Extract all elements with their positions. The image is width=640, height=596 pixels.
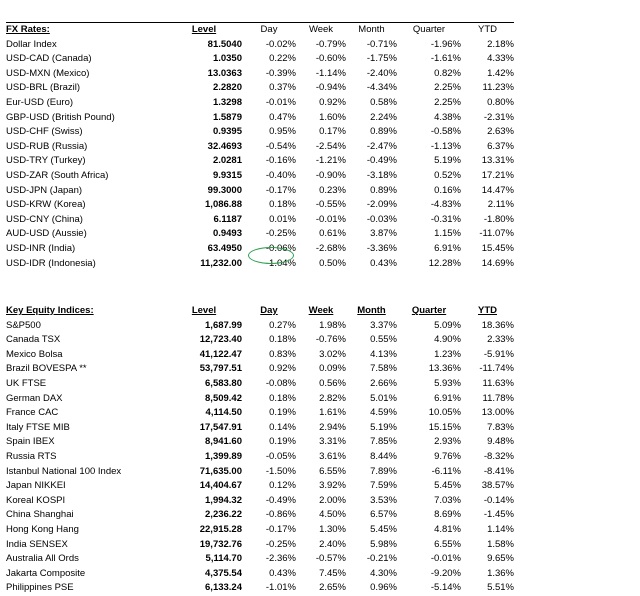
fx-ytd-cell: 11.23% [482,82,514,94]
fx-week-cell: 0.23% [319,184,346,196]
fx-quarter-cell: 0.82% [434,67,461,79]
equity-quarter-cell: 5.45% [434,480,461,492]
equity-row [6,508,514,523]
equity-row [6,421,514,436]
fx-ytd-cell: 14.47% [481,184,514,196]
fx-row [6,140,514,155]
fx-name-cell: USD-JPN (Japan) [6,184,83,196]
equity-name-cell: Philippines PSE [6,582,74,594]
equity-week-cell: 7.45% [319,567,346,579]
highlight-circle [248,247,294,264]
equity-level-cell: 8,941.60 [205,436,242,448]
equity-row [6,523,514,538]
fx-month-cell: -1.75% [366,53,397,65]
equity-month-cell: 7.58% [370,363,397,375]
fx-row [6,111,514,126]
equity-rows [6,319,514,596]
equity-month-cell: 0.55% [370,334,397,346]
fx-level-cell: 1.0350 [212,53,242,65]
equity-week-cell: 4.50% [319,509,346,521]
equity-ytd-header: YTD [478,305,497,316]
fx-name-cell: USD-KRW (Korea) [6,199,86,211]
fx-quarter-cell: 2.25% [434,96,461,108]
equity-day-cell: -0.86% [265,509,296,521]
fx-name-cell: USD-BRL (Brazil) [6,82,81,94]
equity-section-title: Key Equity Indices: [6,305,94,316]
fx-row [6,198,514,213]
equity-header-row [6,304,514,319]
fx-header-row [6,23,514,38]
fx-month-cell: -0.71% [366,38,397,50]
equity-month-cell: -0.21% [366,553,397,565]
fx-rates-table [6,22,514,271]
fx-name-cell: USD-TRY (Turkey) [6,155,86,167]
equity-week-cell: 2.65% [319,582,346,594]
equity-level-cell: 12,723.40 [199,334,242,346]
equity-day-cell: -0.05% [265,450,296,462]
fx-quarter-cell: 5.19% [434,155,461,167]
equity-day-cell: 0.18% [269,392,296,404]
fx-week-cell: -2.68% [315,242,346,254]
fx-week-cell: -0.94% [315,82,346,94]
fx-ytd-cell: 15.45% [481,242,514,254]
fx-level-cell: 1,086.88 [205,199,242,211]
equity-quarter-cell: 10.05% [428,407,461,419]
fx-day-cell: -0.02% [265,38,296,50]
fx-level-cell: 1.3298 [212,96,242,108]
fx-month-cell: -4.34% [366,82,397,94]
fx-ytd-cell: 2.63% [487,126,514,138]
equity-day-cell: 0.19% [269,407,296,419]
equity-name-cell: Mexico Bolsa [6,348,63,360]
equity-ytd-cell: 5.51% [487,582,514,594]
fx-row [6,96,514,111]
fx-ytd-cell: 0.80% [487,96,514,108]
equity-level-cell: 17,547.91 [199,421,242,433]
equity-month-cell: 7.85% [370,436,397,448]
equity-name-cell: Hong Kong Hang [6,523,79,535]
fx-row [6,52,514,67]
equity-month-cell: 0.96% [370,582,397,594]
fx-week-cell: 0.92% [319,96,346,108]
equity-row [6,465,514,480]
equity-week-cell: 3.02% [319,348,346,360]
equity-day-cell: 0.92% [269,363,296,375]
equity-month-header: Month [357,305,386,316]
equity-month-cell: 2.66% [370,377,397,389]
equity-week-cell: 2.00% [319,494,346,506]
equity-day-cell: -0.49% [265,494,296,506]
equity-quarter-cell: 2.93% [434,436,461,448]
equity-day-cell: 0.18% [269,334,296,346]
equity-level-cell: 22,915.28 [199,523,242,535]
equity-row [6,348,514,363]
fx-day-cell: -0.16% [265,155,296,167]
fx-month-cell: -0.49% [366,155,397,167]
equity-name-cell: German DAX [6,392,63,404]
fx-level-cell: 9.9315 [212,169,242,181]
equity-level-cell: 1,994.32 [205,494,242,506]
equity-indices-table [6,304,514,596]
equity-name-cell: Australia All Ords [6,553,79,565]
fx-month-header: Month [346,23,397,38]
equity-day-cell: 0.27% [269,319,296,331]
equity-ytd-cell: -0.14% [483,494,514,506]
fx-week-cell: -1.14% [315,67,346,79]
fx-week-cell: -0.79% [315,38,346,50]
fx-week-cell: -0.01% [315,213,346,225]
equity-level-header: Level [191,305,217,316]
equity-row [6,479,514,494]
equity-ytd-cell: 11.63% [482,377,514,389]
equity-level-cell: 14,404.67 [199,480,242,492]
fx-week-cell: 1.60% [319,111,346,123]
fx-week-cell: 0.50% [319,257,346,269]
equity-month-cell: 5.45% [370,523,397,535]
fx-quarter-cell: 2.25% [434,82,461,94]
fx-day-cell: 0.95% [269,126,296,138]
equity-name-cell: Spain IBEX [6,436,55,448]
equity-week-cell: 1.30% [319,523,346,535]
fx-row [6,38,514,53]
equity-week-cell: 3.92% [319,480,346,492]
equity-quarter-cell: -5.14% [430,582,461,594]
fx-quarter-header: Quarter [397,23,461,38]
fx-day-cell: -0.06% [265,242,296,254]
fx-ytd-header: YTD [461,23,514,38]
equity-quarter-cell: 9.76% [434,450,461,462]
equity-name-cell: Canada TSX [6,334,61,346]
fx-level-cell: 6.1187 [213,213,242,225]
equity-week-cell: 3.31% [319,436,346,448]
equity-quarter-cell: 4.90% [434,334,461,346]
fx-ytd-cell: 17.21% [481,169,514,181]
fx-month-cell: 3.87% [370,228,397,240]
equity-day-cell: 0.83% [269,348,296,360]
equity-level-cell: 1,399.89 [205,450,242,462]
equity-day-cell: -2.36% [265,553,296,565]
equity-quarter-cell: 8.69% [434,509,461,521]
fx-row [6,67,514,82]
fx-level-cell: 99.3000 [207,184,242,196]
fx-month-cell: -0.03% [366,213,397,225]
fx-day-cell: -0.25% [265,228,296,240]
fx-quarter-cell: 1.15% [434,228,461,240]
fx-level-cell: 13.0363 [207,67,242,79]
fx-ytd-cell: 13.31% [481,155,514,167]
equity-ytd-cell: -8.41% [483,465,514,477]
equity-month-cell: 7.59% [370,480,397,492]
equity-quarter-cell: 15.15% [428,421,461,433]
equity-level-cell: 71,635.00 [199,465,242,477]
equity-level-cell: 8,509.42 [205,392,242,404]
fx-name-cell: USD-IDR (Indonesia) [6,257,96,269]
fx-ytd-cell: 14.69% [481,257,514,269]
equity-name-cell: Italy FTSE MIB [6,421,70,433]
equity-ytd-cell: 11.78% [482,392,514,404]
fx-week-cell: -2.54% [315,140,346,152]
fx-day-cell: 0.22% [269,53,296,65]
equity-day-cell: -1.50% [265,465,296,477]
equity-day-cell: -0.08% [265,377,296,389]
equity-ytd-cell: 1.14% [487,523,514,535]
equity-ytd-cell: 9.48% [487,436,514,448]
equity-quarter-cell: -0.01% [430,553,461,565]
fx-month-cell: 0.89% [370,126,397,138]
fx-quarter-cell: -0.58% [430,126,461,138]
fx-week-header: Week [296,23,346,38]
equity-name-cell: Brazil BOVESPA ** [6,363,87,375]
fx-day-header: Day [242,23,296,38]
fx-week-cell: -0.55% [315,199,346,211]
equity-month-cell: 5.19% [370,421,397,433]
equity-month-cell: 5.01% [370,392,397,404]
equity-row [6,581,514,596]
fx-quarter-cell: -1.13% [430,140,461,152]
equity-month-cell: 4.30% [370,567,397,579]
equity-month-cell: 4.13% [370,348,397,360]
equity-ytd-cell: 13.00% [481,407,514,419]
equity-row [6,450,514,465]
equity-row [6,392,514,407]
equity-ytd-cell: -5.91% [483,348,514,360]
fx-quarter-cell: 12.28% [428,257,461,269]
equity-level-cell: 4,375.54 [205,567,242,579]
equity-name-cell: Istanbul National 100 Index [6,465,122,477]
fx-row [6,213,514,228]
fx-week-cell: 0.61% [319,228,346,240]
equity-row [6,435,514,450]
fx-rows [6,38,514,272]
equity-month-cell: 7.89% [370,465,397,477]
equity-row [6,362,514,377]
equity-week-cell: 2.82% [319,392,346,404]
fx-name-cell: AUD-USD (Aussie) [6,228,87,240]
fx-quarter-cell: 0.16% [434,184,461,196]
equity-ytd-cell: 7.83% [487,421,514,433]
fx-name-cell: Eur-USD (Euro) [6,96,74,108]
equity-quarter-cell: 4.81% [434,523,461,535]
equity-row [6,552,514,567]
fx-ytd-cell: -2.31% [483,111,514,123]
equity-quarter-cell: -9.20% [430,567,461,579]
equity-name-cell: Jakarta Composite [6,567,86,579]
fx-month-cell: -2.40% [366,67,397,79]
equity-row [6,494,514,509]
equity-quarter-cell: 6.55% [434,538,461,550]
fx-level-header: Level [166,23,242,38]
fx-quarter-cell: -0.31% [430,213,461,225]
fx-quarter-cell: -1.61% [430,53,461,65]
fx-week-cell: -0.60% [315,53,346,65]
fx-row [6,184,514,199]
equity-row [6,567,514,582]
fx-level-cell: 63.4950 [207,242,242,254]
equity-name-cell: China Shanghai [6,509,74,521]
fx-month-cell: 0.89% [370,184,397,196]
equity-week-cell: -0.57% [315,553,346,565]
fx-month-cell: 0.58% [370,96,397,108]
equity-ytd-cell: 1.58% [487,538,514,550]
equity-day-header: Day [260,305,278,316]
fx-month-cell: -2.09% [366,199,397,211]
fx-ytd-cell: 1.42% [487,67,514,79]
equity-month-cell: 3.53% [370,494,397,506]
fx-week-cell: -1.21% [315,155,346,167]
fx-name-cell: USD-MXN (Mexico) [6,67,90,79]
equity-name-cell: Japan NIKKEI [6,480,66,492]
equity-row [6,538,514,553]
fx-quarter-cell: 0.52% [434,169,461,181]
fx-ytd-cell: 2.11% [487,199,514,211]
equity-name-cell: S&P500 [6,319,41,331]
equity-row [6,319,514,334]
fx-level-cell: 32.4693 [207,140,242,152]
equity-month-cell: 3.37% [370,319,397,331]
equity-quarter-cell: 5.93% [434,377,461,389]
equity-week-cell: 2.40% [319,538,346,550]
equity-week-cell: -0.76% [315,334,346,346]
fx-name-cell: USD-CNY (China) [6,213,83,225]
equity-quarter-header: Quarter [411,305,447,316]
equity-ytd-cell: 18.36% [481,319,514,331]
equity-week-cell: 3.61% [319,450,346,462]
equity-level-cell: 5,114.70 [205,553,242,565]
equity-name-cell: Koreal KOSPI [6,494,66,506]
equity-quarter-cell: 5.09% [434,319,461,331]
fx-ytd-cell: -11.07% [479,228,514,240]
equity-ytd-cell: 1.36% [487,567,514,579]
fx-row [6,81,514,96]
fx-name-cell: USD-INR (India) [6,242,76,254]
equity-level-cell: 19,732.76 [199,538,242,550]
equity-week-header: Week [308,305,334,316]
fx-name-cell: GBP-USD (British Pound) [6,111,115,123]
equity-day-cell: 0.12% [269,480,296,492]
fx-level-cell: 0.9395 [212,126,242,138]
equity-level-cell: 6,583.80 [205,377,242,389]
fx-day-cell: -1.04% [265,257,296,269]
fx-ytd-cell: 4.33% [487,53,514,65]
fx-row [6,125,514,140]
equity-month-cell: 4.59% [370,407,397,419]
fx-quarter-cell: 4.38% [434,111,461,123]
equity-ytd-cell: -11.74% [479,363,514,375]
fx-day-cell: -0.01% [265,96,296,108]
equity-quarter-cell: -6.11% [431,465,461,477]
equity-quarter-cell: 7.03% [434,494,461,506]
fx-level-cell: 11,232.00 [200,257,242,269]
fx-quarter-cell: 6.91% [434,242,461,254]
fx-row [6,169,514,184]
fx-month-cell: -3.18% [366,169,397,181]
fx-level-cell: 0.9493 [212,228,242,240]
fx-row [6,154,514,169]
equity-level-cell: 4,114.50 [205,407,242,419]
equity-day-cell: -0.25% [265,538,296,550]
fx-ytd-cell: 2.18% [487,38,514,50]
fx-day-cell: 0.47% [269,111,296,123]
equity-day-cell: 0.14% [269,421,296,433]
fx-ytd-cell: -1.80% [483,213,514,225]
fx-day-cell: 0.37% [269,82,296,94]
equity-day-cell: -1.01% [265,582,296,594]
fx-level-cell: 2.0281 [212,155,242,167]
fx-section-title: FX Rates: [6,23,166,38]
fx-day-cell: -0.54% [265,140,296,152]
fx-level-cell: 2.2820 [212,82,242,94]
equity-ytd-cell: 38.57% [481,480,514,492]
equity-day-cell: -0.17% [265,523,296,535]
fx-day-cell: 0.01% [269,213,296,225]
fx-name-cell: Dollar Index [6,38,57,50]
equity-name-cell: Russia RTS [6,450,57,462]
equity-row [6,406,514,421]
equity-name-cell: India SENSEX [6,538,68,550]
equity-day-cell: 0.19% [269,436,296,448]
equity-week-cell: 2.94% [319,421,346,433]
equity-level-cell: 53,797.51 [199,363,242,375]
equity-quarter-cell: 13.36% [428,363,461,375]
fx-level-cell: 1.5879 [212,111,242,123]
equity-level-cell: 41,122.47 [199,348,242,360]
fx-day-cell: -0.40% [265,169,296,181]
fx-week-cell: -0.90% [315,169,346,181]
fx-level-cell: 81.5040 [207,38,242,50]
equity-name-cell: UK FTSE [6,377,47,389]
equity-level-cell: 6,133.24 [205,582,242,594]
fx-day-cell: 0.18% [269,199,296,211]
equity-name-cell: France CAC [6,407,59,419]
equity-week-cell: 1.98% [319,319,346,331]
equity-day-cell: 0.43% [269,567,296,579]
equity-quarter-cell: 1.23% [434,348,461,360]
equity-month-cell: 8.44% [370,450,397,462]
equity-week-cell: 0.09% [319,363,346,375]
equity-row [6,333,514,348]
fx-month-cell: 2.24% [370,111,397,123]
fx-name-cell: USD-RUB (Russia) [6,140,88,152]
equity-row [6,377,514,392]
equity-month-cell: 6.57% [370,509,397,521]
equity-level-cell: 2,236.22 [205,509,242,521]
fx-name-cell: USD-CAD (Canada) [6,53,92,65]
equity-ytd-cell: 9.65% [487,553,514,565]
equity-quarter-cell: 6.91% [434,392,461,404]
equity-week-cell: 6.55% [319,465,346,477]
fx-month-cell: -3.36% [366,242,397,254]
equity-ytd-cell: -8.32% [483,450,514,462]
fx-row [6,227,514,242]
fx-quarter-cell: -1.96% [430,38,461,50]
fx-month-cell: 0.43% [370,257,397,269]
equity-month-cell: 5.98% [370,538,397,550]
equity-ytd-cell: 2.33% [487,334,514,346]
equity-week-cell: 0.56% [319,377,346,389]
fx-day-cell: -0.17% [265,184,296,196]
fx-month-cell: -2.47% [366,140,397,152]
fx-name-cell: USD-ZAR (South Africa) [6,169,109,181]
fx-day-cell: -0.39% [265,67,296,79]
equity-ytd-cell: -1.45% [483,509,514,521]
fx-quarter-cell: -4.83% [430,199,461,211]
equity-level-cell: 1,687.99 [205,319,242,331]
equity-week-cell: 1.61% [319,407,346,419]
fx-name-cell: USD-CHF (Swiss) [6,126,83,138]
fx-ytd-cell: 6.37% [487,140,514,152]
fx-week-cell: 0.17% [319,126,346,138]
